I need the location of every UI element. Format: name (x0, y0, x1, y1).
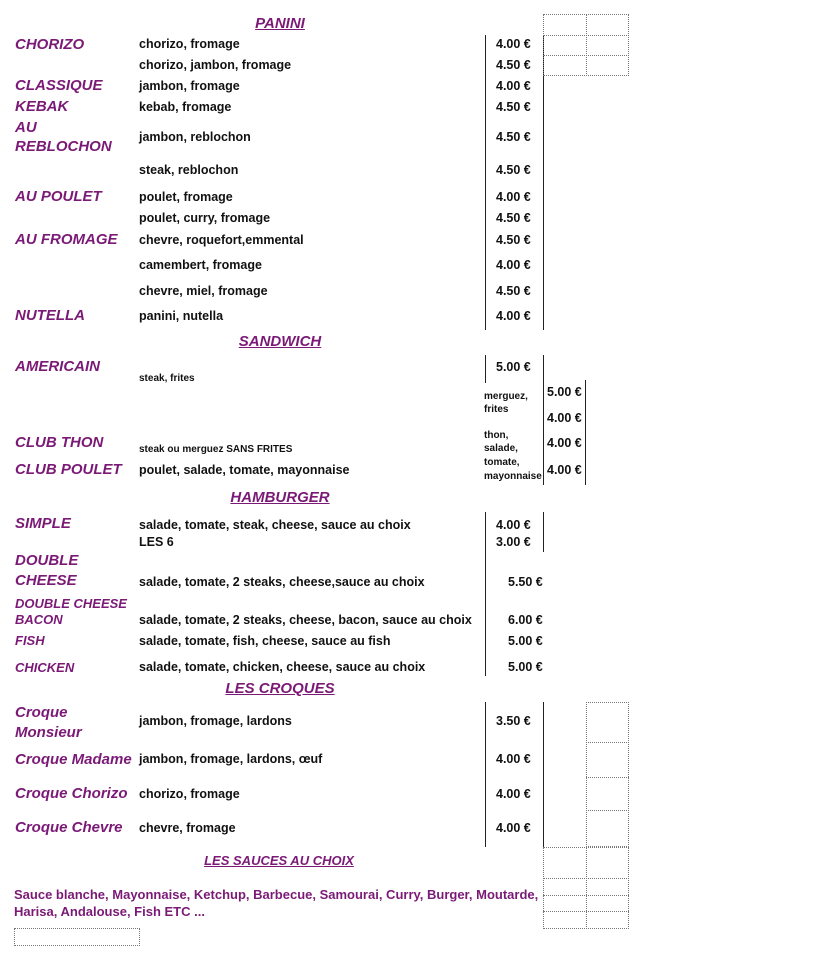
item-desc: salade, tomate, 2 steaks, cheese,sauce au choix (139, 575, 425, 589)
section-title-croques: LES CROQUES (225, 680, 335, 697)
item-name: FISH (15, 633, 45, 648)
item-name: CLUB THON (15, 434, 104, 451)
item-price: 4.00 € (496, 518, 531, 532)
grid-line (543, 878, 629, 879)
option-label: salade, (484, 443, 518, 454)
item-desc: chevre, roquefort,emmental (139, 233, 304, 247)
item-desc: chorizo, fromage (139, 37, 240, 51)
item-desc: steak ou merguez SANS FRITES (139, 444, 293, 455)
grid-line (586, 810, 629, 811)
item-price: 4.00 € (496, 752, 531, 766)
item-price: 5.00 € (508, 634, 543, 648)
item-desc: LES 6 (139, 535, 174, 549)
item-desc: chorizo, fromage (139, 787, 240, 801)
item-name: AMERICAIN (15, 358, 100, 375)
item-desc: steak, reblochon (139, 163, 239, 177)
option-label: frites (484, 404, 509, 415)
item-name: CHORIZO (15, 36, 85, 53)
item-desc: salade, tomate, fish, cheese, sauce au fish (139, 634, 391, 648)
divider-sandwich (485, 355, 486, 383)
section-title-hamburger: HAMBURGER (230, 489, 330, 506)
item-price: 4.00 € (547, 463, 582, 477)
item-name: DOUBLE (15, 552, 79, 569)
item-desc: salade, tomate, steak, cheese, sauce au choix (139, 518, 411, 532)
item-desc: jambon, fromage, lardons (139, 714, 292, 728)
item-desc: chevre, fromage (139, 821, 236, 835)
divider-hamburger (485, 512, 486, 676)
item-price: 5.50 € (508, 575, 543, 589)
item-price: 4.50 € (496, 58, 531, 72)
item-price: 4.50 € (496, 163, 531, 177)
item-name: SIMPLE (15, 515, 71, 532)
item-name: BACON (15, 612, 63, 627)
item-price: 6.00 € (508, 613, 543, 627)
item-name: AU FROMAGE (15, 231, 118, 248)
item-desc: salade, tomate, chicken, cheese, sauce au choix (139, 660, 426, 674)
item-name: CHICKEN (15, 660, 75, 675)
item-price: 4.00 € (496, 79, 531, 93)
item-desc: jambon, fromage, lardons, œuf (139, 752, 323, 766)
item-price: 4.50 € (496, 233, 531, 247)
option-label: mayonnaise (484, 471, 542, 482)
item-price: 4.00 € (496, 258, 531, 272)
item-desc: chevre, miel, fromage (139, 284, 268, 298)
item-name: Croque Chevre (15, 819, 123, 836)
divider-sandwich-far (585, 380, 586, 485)
option-label: merguez, (484, 391, 528, 402)
item-name: KEBAK (15, 98, 69, 115)
item-name: CHEESE (15, 572, 77, 589)
item-name: Croque Madame (15, 751, 132, 768)
section-title-sauces: LES SAUCES AU CHOIX (204, 853, 354, 868)
item-name: CLASSIQUE (15, 77, 103, 94)
item-price: 5.00 € (496, 360, 531, 374)
item-price: 4.00 € (496, 309, 531, 323)
item-name: AU POULET (15, 188, 102, 205)
item-name: Croque Chorizo (15, 785, 128, 802)
grid-cell (586, 702, 629, 847)
option-label: thon, (484, 430, 509, 441)
item-price: 4.00 € (547, 411, 582, 425)
item-price: 3.00 € (496, 535, 531, 549)
section-title-panini: PANINI (255, 15, 305, 32)
item-name: Croque (15, 704, 68, 721)
grid-line (586, 777, 629, 778)
sauces-list: Sauce blanche, Mayonnaise, Ketchup, Barbecue, Samourai, Curry, Burger, Moutarde, Harisa, Andalouse, Fish ETC ... (14, 887, 539, 919)
item-desc: camembert, fromage (139, 258, 262, 272)
option-label: tomate, (484, 457, 520, 468)
grid-line (543, 55, 629, 56)
item-desc: jambon, fromage (139, 79, 240, 93)
item-price: 4.00 € (547, 436, 582, 450)
divider-panini (485, 35, 486, 330)
item-price: 4.50 € (496, 130, 531, 144)
item-desc: salade, tomate, 2 steaks, cheese, bacon, sauce au choix (139, 613, 472, 627)
item-price: 4.50 € (496, 284, 531, 298)
item-name: Monsieur (15, 724, 82, 741)
empty-footer-cell (14, 928, 140, 946)
item-price: 3.50 € (496, 714, 531, 728)
item-price: 4.00 € (496, 190, 531, 204)
item-desc: steak, frites (139, 373, 195, 384)
item-name: CLUB POULET (15, 461, 122, 478)
grid-line (543, 911, 629, 912)
item-price: 5.00 € (547, 385, 582, 399)
item-desc: jambon, reblochon (139, 130, 251, 144)
divider-hamburger-right (543, 512, 544, 552)
item-name: REBLOCHON (15, 138, 112, 155)
item-name: AU (15, 119, 37, 136)
grid-line (543, 35, 629, 36)
item-desc: panini, nutella (139, 309, 224, 323)
grid-line (543, 895, 629, 896)
item-price: 4.00 € (496, 787, 531, 801)
grid-line (586, 847, 587, 929)
item-price: 4.50 € (496, 211, 531, 225)
divider-panini-right (543, 35, 544, 330)
item-desc: poulet, salade, tomate, mayonnaise (139, 463, 350, 477)
divider-sandwich-right (543, 355, 544, 485)
item-desc: chorizo, jambon, fromage (139, 58, 292, 72)
item-price: 4.00 € (496, 37, 531, 51)
grid-line (586, 14, 587, 76)
item-price: 4.50 € (496, 100, 531, 114)
divider-croques (485, 702, 486, 847)
item-price: 5.00 € (508, 660, 543, 674)
item-desc: poulet, fromage (139, 190, 233, 204)
divider-croques-right (543, 702, 544, 847)
item-desc: poulet, curry, fromage (139, 211, 271, 225)
grid-line (586, 742, 629, 743)
item-name: DOUBLE CHEESE (15, 596, 127, 611)
section-title-sandwich: SANDWICH (238, 333, 322, 350)
item-desc: kebab, fromage (139, 100, 232, 114)
item-price: 4.00 € (496, 821, 531, 835)
item-name: NUTELLA (15, 307, 85, 324)
